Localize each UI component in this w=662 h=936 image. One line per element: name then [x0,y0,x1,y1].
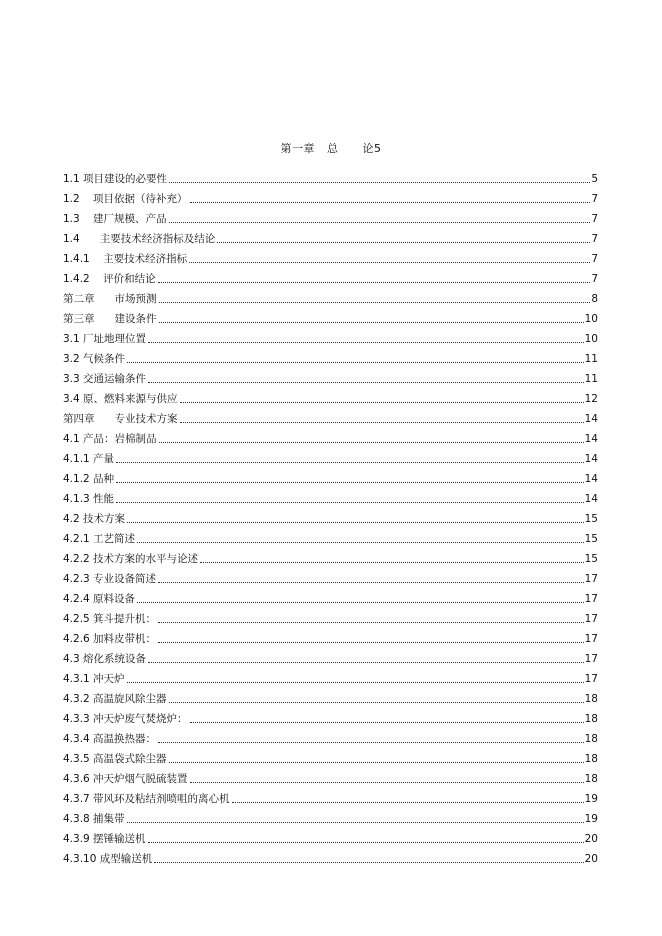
toc-entry[interactable] [63,806,598,826]
toc-entry-label: 3.3 交通运输条件 [63,373,147,385]
toc-entry[interactable] [63,366,598,386]
chapter-title: 第一章 总 论5 [280,142,382,155]
toc-entry-page-number: 10 [584,333,598,345]
toc-entry-label: 4.1.1 产量 [63,453,115,465]
toc-leader-dots [158,641,584,643]
toc-entry-label: 4.2 技术方案 [63,513,126,525]
toc-entry-page-number: 20 [584,853,598,865]
toc-leader-dots [127,361,584,363]
toc-entry-label: 第三章 建设条件 [63,313,157,325]
toc-entry[interactable] [63,686,598,706]
table-of-contents [63,166,598,866]
toc-entry[interactable] [63,206,598,226]
toc-entry-page-number: 15 [584,533,598,545]
toc-entry-label: 1.4.1 主要技术经济指标 [63,253,188,265]
toc-leader-dots [116,461,584,463]
toc-entry[interactable] [63,426,598,446]
toc-entry-label: 4.3.9 摆锤输送机 [63,833,146,845]
toc-entry[interactable] [63,446,598,466]
toc-entry[interactable] [63,306,598,326]
toc-leader-dots [190,201,591,203]
toc-entry[interactable] [63,706,598,726]
toc-entry-page-number: 18 [584,693,598,705]
toc-entry-page-number: 8 [591,293,598,305]
toc-entry[interactable] [63,506,598,526]
toc-entry-page-number: 17 [584,653,598,665]
toc-entry[interactable] [63,486,598,506]
toc-entry-page-number: 15 [584,553,598,565]
toc-entry-label: 4.1.2 品种 [63,473,115,485]
toc-entry[interactable] [63,586,598,606]
toc-entry[interactable] [63,566,598,586]
toc-entry-label: 3.2 气候条件 [63,353,126,365]
toc-entry[interactable] [63,746,598,766]
toc-entry-page-number: 17 [584,633,598,645]
toc-entry[interactable] [63,826,598,846]
toc-leader-dots [158,581,584,583]
toc-entry-label: 4.3.7 带风环及粘结剂喷咀的离心机 [63,793,230,805]
toc-entry-label: 1.3 建厂规模、产品 [63,213,167,225]
toc-entry[interactable] [63,246,598,266]
toc-leader-dots [232,801,584,803]
toc-entry[interactable] [63,386,598,406]
toc-leader-dots [189,261,590,263]
toc-entry-page-number: 17 [584,573,598,585]
toc-entry-label: 4.2.6 加料皮带机： [63,633,157,645]
toc-entry-page-number: 17 [584,613,598,625]
toc-entry-label: 4.3.2 高温旋风除尘器 [63,693,167,705]
toc-leader-dots [180,421,584,423]
toc-entry-page-number: 14 [584,493,598,505]
toc-leader-dots [200,561,584,563]
toc-leader-dots [148,381,584,383]
toc-entry-page-number: 14 [584,453,598,465]
toc-entry-page-number: 14 [584,413,598,425]
toc-entry[interactable] [63,186,598,206]
toc-entry-page-number: 14 [584,433,598,445]
toc-entry-label: 4.3.5 高温袋式除尘器 [63,753,167,765]
toc-entry[interactable] [63,466,598,486]
toc-entry-page-number: 7 [591,273,598,285]
toc-entry-page-number: 18 [584,773,598,785]
toc-entry[interactable] [63,546,598,566]
toc-entry[interactable] [63,726,598,746]
toc-entry-page-number: 11 [584,353,598,365]
toc-entry-label: 4.1.3 性能 [63,493,115,505]
toc-entry[interactable] [63,646,598,666]
toc-entry-label: 4.3.6 冲天炉烟气脱硫装置 [63,773,188,785]
toc-leader-dots [127,681,584,683]
toc-entry-page-number: 10 [584,313,598,325]
toc-leader-dots [169,761,584,763]
toc-entry-page-number: 7 [591,193,598,205]
toc-leader-dots [190,721,584,723]
toc-leader-dots [190,781,584,783]
toc-leader-dots [158,741,584,743]
toc-entry[interactable] [63,226,598,246]
toc-entry-label: 4.2.1 工艺简述 [63,533,136,545]
toc-entry-label: 4.3.8 捕集带 [63,813,125,825]
toc-entry-label: 4.2.2 技术方案的水平与论述 [63,553,199,565]
toc-entry-label: 1.4.2 评价和结论 [63,273,156,285]
toc-entry-page-number: 18 [584,753,598,765]
toc-entry-label: 4.2.3 专业设备简述 [63,573,157,585]
toc-leader-dots [159,441,584,443]
toc-leader-dots [169,181,590,183]
toc-entry[interactable] [63,326,598,346]
toc-entry-page-number: 14 [584,473,598,485]
toc-leader-dots [116,481,584,483]
toc-entry[interactable] [63,166,598,186]
toc-entry-page-number: 11 [584,373,598,385]
toc-entry[interactable] [63,766,598,786]
toc-leader-dots [158,621,584,623]
toc-entry-label: 第四章 专业技术方案 [63,413,178,425]
toc-entry-page-number: 17 [584,673,598,685]
toc-leader-dots [148,661,584,663]
toc-entry-label: 4.2.4 原料设备 [63,593,136,605]
toc-entry-page-number: 17 [584,593,598,605]
toc-entry-label: 1.2 项目依据（待补充） [63,193,188,205]
toc-entry-page-number: 7 [591,213,598,225]
toc-entry-page-number: 19 [584,813,598,825]
toc-leader-dots [127,821,584,823]
toc-entry-label: 3.1 厂址地理位置 [63,333,147,345]
toc-entry-page-number: 15 [584,513,598,525]
toc-entry-page-number: 20 [584,833,598,845]
toc-entry-label: 3.4 原、燃料来源与供应 [63,393,178,405]
toc-leader-dots [154,861,583,863]
toc-leader-dots [148,841,584,843]
toc-entry-page-number: 12 [584,393,598,405]
toc-entry-label: 4.3.3 冲天炉废气焚烧炉： [63,713,188,725]
toc-entry-label: 1.4 主要技术经济指标及结论 [63,233,216,245]
toc-leader-dots [116,501,584,503]
toc-entry[interactable] [63,266,598,286]
toc-entry[interactable] [63,666,598,686]
toc-leader-dots [137,541,584,543]
toc-entry[interactable] [63,406,598,426]
toc-entry-label: 4.2.5 箕斗提升机： [63,613,157,625]
toc-leader-dots [127,521,584,523]
toc-leader-dots [159,301,591,303]
toc-leader-dots [158,281,591,283]
toc-entry[interactable] [63,346,598,366]
toc-entry[interactable] [63,786,598,806]
toc-entry-page-number: 18 [584,733,598,745]
toc-leader-dots [217,241,590,243]
toc-entry[interactable] [63,606,598,626]
toc-entry-label: 4.3 熔化系统设备 [63,653,147,665]
toc-leader-dots [180,401,584,403]
toc-entry[interactable] [63,286,598,306]
toc-entry-label: 4.1 产品：岩棉制品 [63,433,157,445]
toc-entry[interactable] [63,526,598,546]
toc-leader-dots [169,701,584,703]
toc-leader-dots [159,321,584,323]
toc-leader-dots [148,341,584,343]
toc-entry-label: 4.3.4 高温换热器： [63,733,157,745]
toc-entry-page-number: 7 [591,253,598,265]
toc-entry-label: 1.1 项目建设的必要性 [63,173,168,185]
toc-leader-dots [137,601,584,603]
toc-leader-dots [169,221,591,223]
toc-entry-label: 4.3.1 冲天炉 [63,673,125,685]
toc-entry-label: 4.3.10 成型输送机 [63,853,153,865]
toc-entry-page-number: 7 [591,233,598,245]
toc-entry[interactable] [63,846,598,866]
toc-entry-page-number: 18 [584,713,598,725]
toc-entry[interactable] [63,626,598,646]
toc-entry-page-number: 19 [584,793,598,805]
toc-entry-label: 第二章 市场预测 [63,293,157,305]
toc-entry-page-number: 5 [591,173,598,185]
